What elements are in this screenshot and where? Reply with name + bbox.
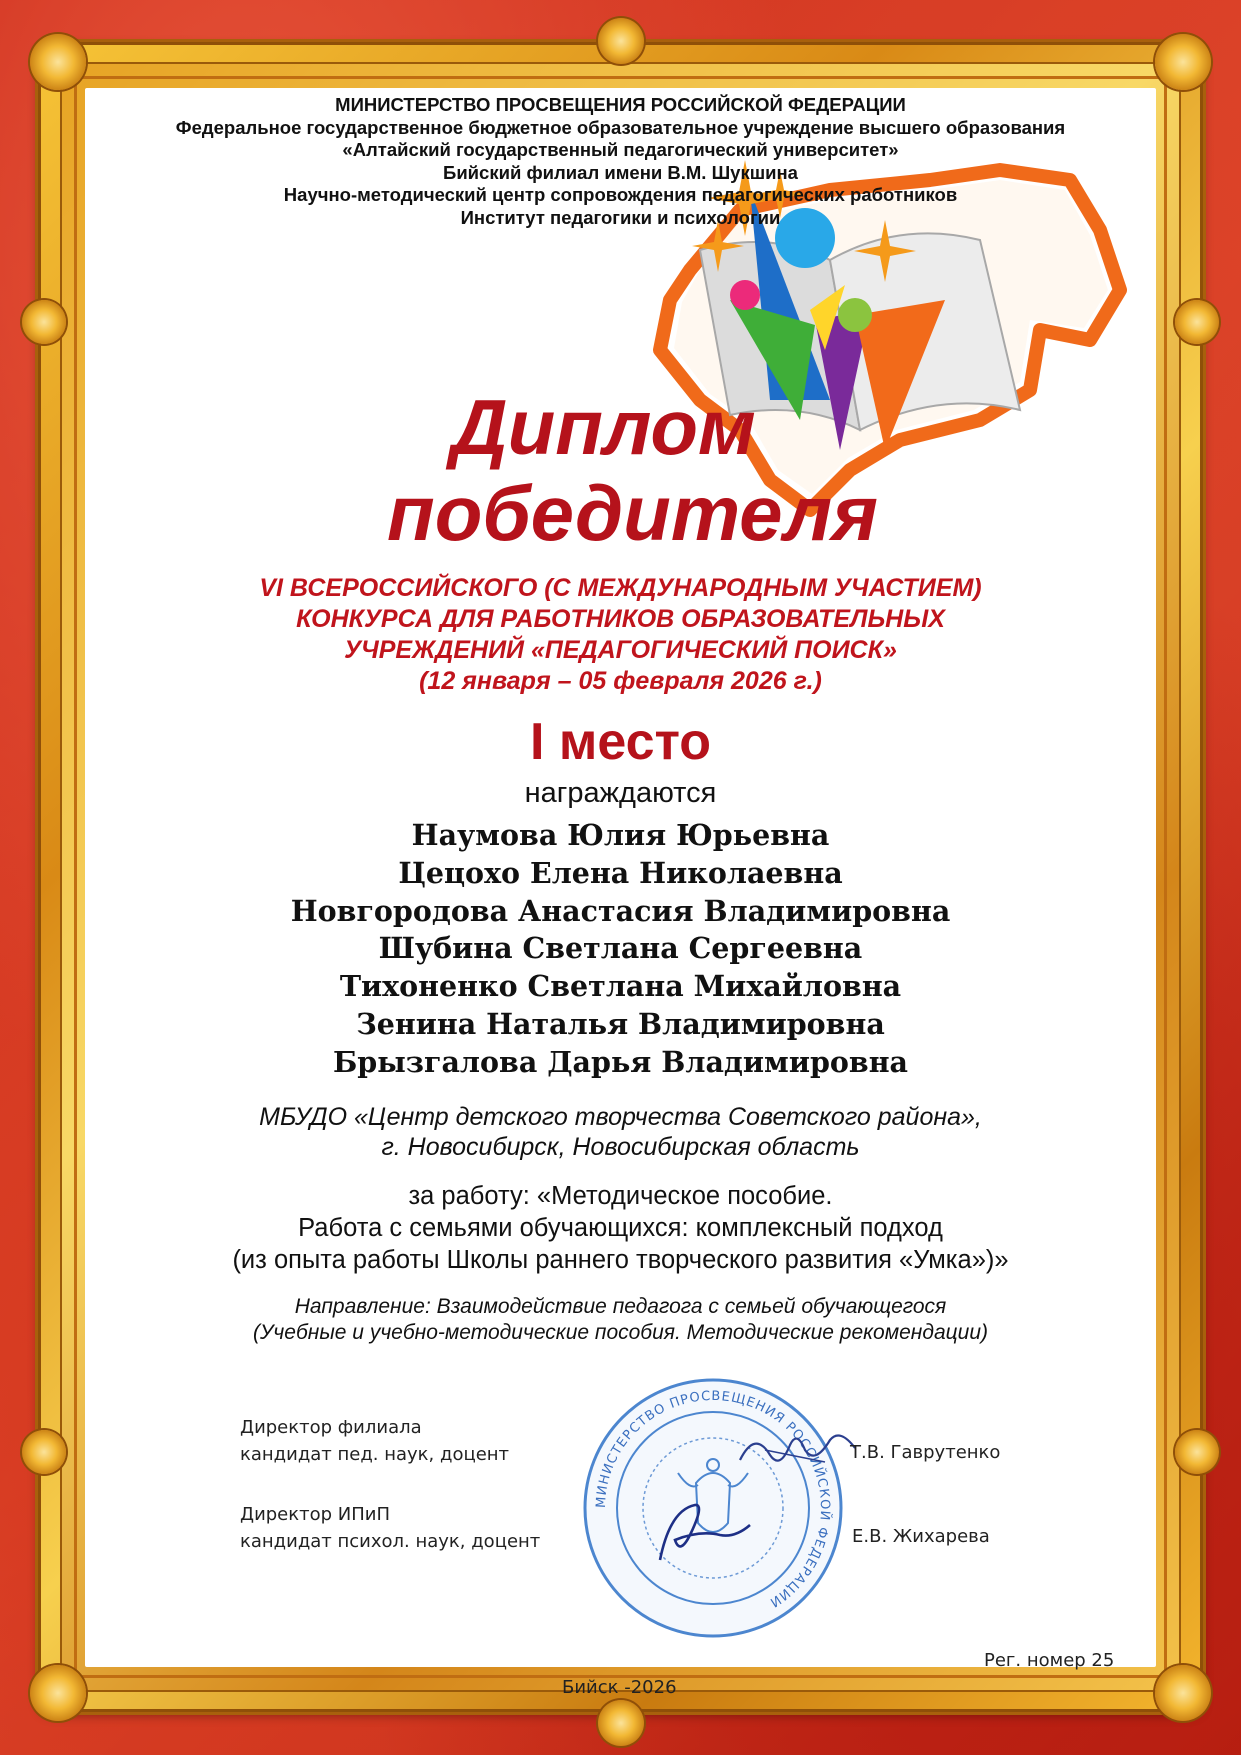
awardee-name: Новгородова Анастасия Владимировна (290, 893, 951, 928)
direction-line: (Учебные и учебно-методические пособия. Методические рекомендации) (253, 1321, 988, 1344)
header-line: «Алтайский государственный педагогический университет» (342, 139, 899, 161)
place-label: I место (529, 713, 712, 771)
rose-ornament-icon (30, 34, 86, 90)
registration-number: Рег. номер 25 (984, 1650, 1115, 1671)
contest-dates: (12 января – 05 февраля 2026 г.) (419, 667, 822, 695)
rose-ornament-icon (1155, 34, 1211, 90)
rose-ornament-icon (1175, 1430, 1219, 1474)
signatory-role-2 (240, 1501, 540, 1555)
work-line: за работу: «Методическое пособие. (408, 1182, 833, 1210)
header-line: Федеральное государственное бюджетное образовательное учреждение высшего образования (175, 116, 1066, 138)
awarded-label: награждаются (524, 777, 717, 809)
header-line: Бийский филиал имени В.М. Шукшина (443, 161, 798, 183)
work-line: Работа с семьями обучающихся: комплексный подход (298, 1214, 943, 1242)
contest-line: УЧРЕЖДЕНИЙ «ПЕДАГОГИЧЕСКИЙ ПОИСК» (344, 636, 897, 664)
role-line: Директор ИПиП (240, 1504, 391, 1525)
organization-line: МБУДО «Центр детского творчества Советского района», (259, 1103, 982, 1131)
direction-line: Направление: Взаимодействие педагога с семьей обучающегося (294, 1295, 947, 1318)
rose-ornament-icon (22, 300, 66, 344)
contest-line: VI ВСЕРОССИЙСКОГО (С МЕЖДУНАРОДНЫМ УЧАСТИЕМ) (259, 574, 982, 602)
title-line-1: Диплом (451, 383, 756, 471)
header-line: Институт педагогики и психологии (460, 206, 781, 228)
title-line-2: победителя (387, 469, 878, 557)
rose-ornament-icon (598, 1700, 644, 1746)
direction (85, 1294, 1156, 1346)
awardee-name: Наумова Юлия Юрьевна (411, 818, 830, 852)
awardee-name: Брызгалова Дарья Владимировна (332, 1044, 909, 1079)
awardee-name: Цецохо Елена Николаевна (398, 855, 843, 890)
role-line: кандидат пед. наук, доцент (240, 1444, 510, 1465)
footer-city-year: Бийск -2026 (562, 1677, 677, 1698)
signature-2-icon (640, 1490, 760, 1570)
work-line: (из опыта работы Школы раннего творческого развития «Умка»)» (232, 1246, 1009, 1274)
awardee-name: Шубина Светлана Сергеевна (378, 931, 863, 966)
diploma-title (85, 384, 1156, 556)
stamp-ring-text: МИНИСТЕРСТВО ПРОСВЕЩЕНИЯ РОССИЙСКОЙ ФЕДЕРАЦИИ (593, 1388, 833, 1610)
rose-ornament-icon (598, 18, 644, 64)
rose-ornament-icon (1155, 1665, 1211, 1721)
contest-name (85, 573, 1156, 697)
rose-ornament-icon (22, 1430, 66, 1474)
header-line: Научно-методический центр сопровождения педагогических работников (283, 184, 958, 206)
organization (85, 1102, 1156, 1162)
contest-line: КОНКУРСА ДЛЯ РАБОТНИКОВ ОБРАЗОВАТЕЛЬНЫХ (296, 605, 945, 633)
signatory-name-2: Е.В. Жихарева (852, 1526, 990, 1547)
awardee-name: Тихоненко Светлана Михайловна (339, 969, 902, 1004)
header-line: МИНИСТЕРСТВО ПРОСВЕЩЕНИЯ РОССИЙСКОЙ ФЕДЕРАЦИИ (335, 94, 906, 115)
issuer-header (85, 94, 1156, 230)
organization-line: г. Новосибирск, Новосибирская область (381, 1133, 860, 1161)
rose-ornament-icon (30, 1665, 86, 1721)
work-title (85, 1180, 1156, 1276)
awardee-list (85, 817, 1156, 1082)
role-line: кандидат психол. наук, доцент (240, 1531, 541, 1552)
rose-ornament-icon (1175, 300, 1219, 344)
signatory-name-1: Т.В. Гаврутенко (850, 1442, 1001, 1463)
signatory-role-1 (240, 1414, 509, 1468)
role-line: Директор филиала (240, 1417, 422, 1438)
signature-1-icon (735, 1420, 865, 1480)
awardee-name: Зенина Наталья Владимировна (356, 1006, 885, 1041)
